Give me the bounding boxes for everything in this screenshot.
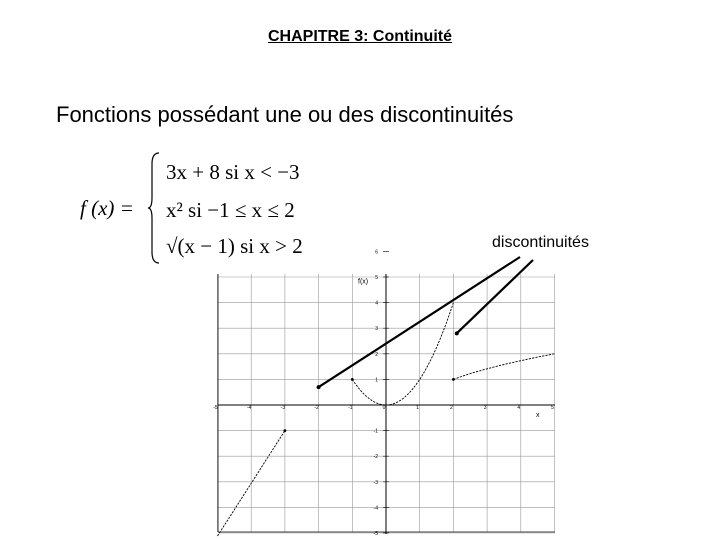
x-tick-label: 2 <box>450 405 453 411</box>
y-tick-label: -1 <box>373 428 378 435</box>
y-tick-label: -5 <box>373 531 378 537</box>
x-tick-label: 3 <box>483 405 487 411</box>
y-axis-label: f(x) <box>358 278 369 286</box>
series-3-endpoint <box>452 378 455 381</box>
x-tick-label: -4 <box>246 405 252 411</box>
series-2-endpoint <box>351 378 354 381</box>
x-tick-label: 5 <box>551 405 554 411</box>
x-tick-label: 0 <box>382 405 386 411</box>
x-tick-label: -2 <box>314 405 319 411</box>
y-tick-label: 3 <box>375 326 378 333</box>
arrow-to-discontinuity-1 <box>319 257 520 387</box>
x-tick-label: -3 <box>280 405 286 411</box>
formula-case-2: x² si −1 ≤ x ≤ 2 <box>166 198 295 222</box>
y-tick-label: -3 <box>373 479 378 486</box>
y-tick-label: 4 <box>375 300 378 307</box>
formula-lhs: f (x) = <box>80 196 134 220</box>
x-axis-label: x <box>535 412 540 419</box>
discontinuities-label: discontinuités <box>492 234 589 251</box>
x-tick-label: -5 <box>213 405 218 411</box>
tick-labels <box>213 249 554 537</box>
y-tick-label: 2 <box>375 351 378 358</box>
series-3-line <box>453 354 554 380</box>
arrow-tip-2 <box>455 331 459 335</box>
arrow-to-discontinuity-2 <box>457 260 533 333</box>
x-tick-label: 1 <box>416 405 420 411</box>
series-1-endpoint <box>284 429 287 432</box>
chapter-number: CHAPITRE 3 <box>268 28 364 45</box>
y-tick-label: 1 <box>375 377 378 384</box>
formula-case-3: √(x − 1) si x > 2 <box>166 234 303 258</box>
y-tick-label: -4 <box>373 505 378 512</box>
slide-subtitle: Fonctions possédant une ou des discontinuités <box>56 102 514 127</box>
arrow-tip-1 <box>317 385 321 389</box>
y-tick-label: 6 <box>375 249 378 256</box>
x-tick-label: 4 <box>517 405 521 411</box>
formula-case-1: 3x + 8 si x < −3 <box>166 160 300 184</box>
chapter-name: : Continuité <box>363 28 452 45</box>
y-tick-label: 5 <box>375 275 378 281</box>
graph-axes <box>218 274 555 534</box>
x-tick-label: -1 <box>348 405 353 411</box>
y-tick-label: -2 <box>373 454 378 461</box>
